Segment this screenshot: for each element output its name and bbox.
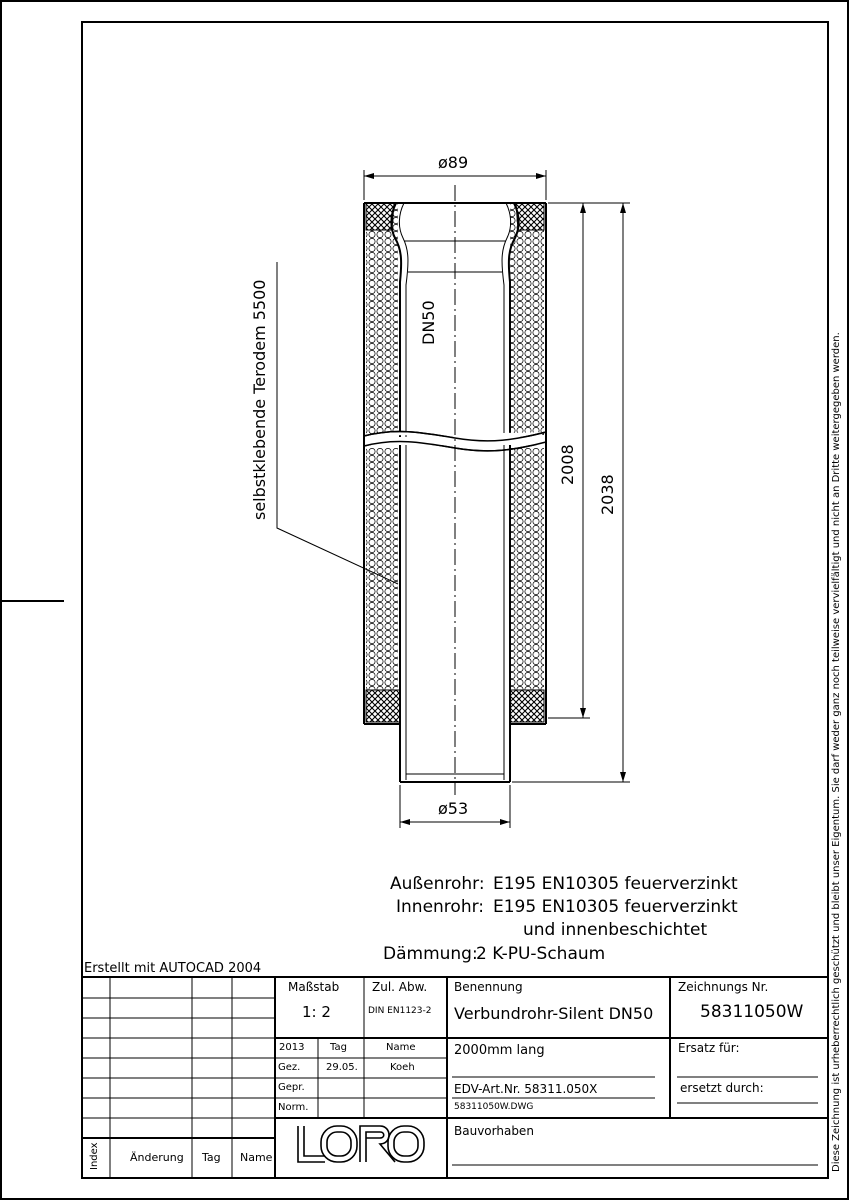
scale-label: Maßstab	[288, 980, 340, 994]
designation-value: Verbundrohr-Silent DN50	[454, 1004, 654, 1023]
project-label: Bauvorhaben	[454, 1124, 534, 1138]
insulation-left-bottom	[366, 448, 398, 690]
dim-length-2038: 2038	[598, 474, 617, 515]
year: 2013	[279, 1042, 305, 1053]
replacement-for-label: Ersatz für:	[678, 1041, 740, 1055]
inner-pipe-value-2: und innenbeschichtet	[523, 920, 708, 940]
tolerance-value: DIN EN1123-2	[368, 1006, 432, 1016]
drawn-label: Gez.	[278, 1062, 301, 1073]
seal-bottom-left	[366, 690, 400, 722]
terodem-label: selbstklebende Terodem 5500	[250, 279, 269, 520]
insulation-left-top	[366, 203, 398, 435]
checked-label: Gepr.	[278, 1082, 305, 1093]
seal-top-right	[516, 203, 544, 230]
outer-pipe-label: Außenrohr:	[390, 874, 485, 894]
index-label: Index	[89, 1142, 100, 1170]
insulation-value: 2 K-PU-Schaum	[476, 944, 606, 964]
created-with: Erstellt mit AUTOCAD 2004	[84, 961, 262, 976]
dwg-file: 58311050W.DWG	[454, 1102, 534, 1112]
change-label: Änderung	[130, 1151, 184, 1164]
drawing-no-label: Zeichnungs Nr.	[678, 980, 769, 994]
norm-label: Norm.	[278, 1102, 309, 1113]
length-text: 2000mm lang	[454, 1043, 545, 1058]
replaced-by-label: ersetzt durch:	[680, 1081, 764, 1095]
dn-label: DN50	[419, 300, 438, 345]
tolerance-label: Zul. Abw.	[372, 980, 428, 994]
dim-inner-diameter: ø53	[438, 799, 469, 818]
name-label: Name	[386, 1042, 416, 1053]
copyright-note: Diese Zeichnung ist urheberrechtlich geschützt und bleibt unser Eigentum. Sie darf weder ganz noch teilweise vervielfältigt und nicht an Dritte weitergegeben werden.	[831, 332, 842, 1172]
designation-label: Benennung	[454, 980, 523, 994]
dim-length-2008: 2008	[558, 444, 577, 485]
pipe-drawing	[364, 185, 546, 795]
rev-name-label: Name	[240, 1151, 273, 1164]
dim-outer-diameter: ø89	[438, 153, 469, 172]
drawing-no-value: 58311050W	[700, 1002, 804, 1022]
seal-top-left	[366, 203, 394, 230]
scale-value: 1: 2	[302, 1003, 331, 1021]
inner-pipe-value: E195 EN10305 feuerverzinkt	[493, 897, 738, 917]
loro-logo	[298, 1126, 424, 1162]
edv-text: EDV-Art.Nr. 58311.050X	[454, 1082, 598, 1096]
insulation-label: Dämmung:	[383, 944, 478, 964]
outer-pipe-value: E195 EN10305 feuerverzinkt	[493, 874, 738, 894]
inner-pipe-label: Innenrohr:	[396, 897, 485, 917]
drawn-name: Koeh	[390, 1062, 415, 1073]
day-label: Tag	[330, 1042, 347, 1053]
rev-day-label: Tag	[202, 1151, 221, 1164]
drawn-day: 29.05.	[326, 1062, 358, 1073]
seal-bottom-right	[510, 690, 544, 722]
insulation-right-bottom	[510, 448, 544, 690]
